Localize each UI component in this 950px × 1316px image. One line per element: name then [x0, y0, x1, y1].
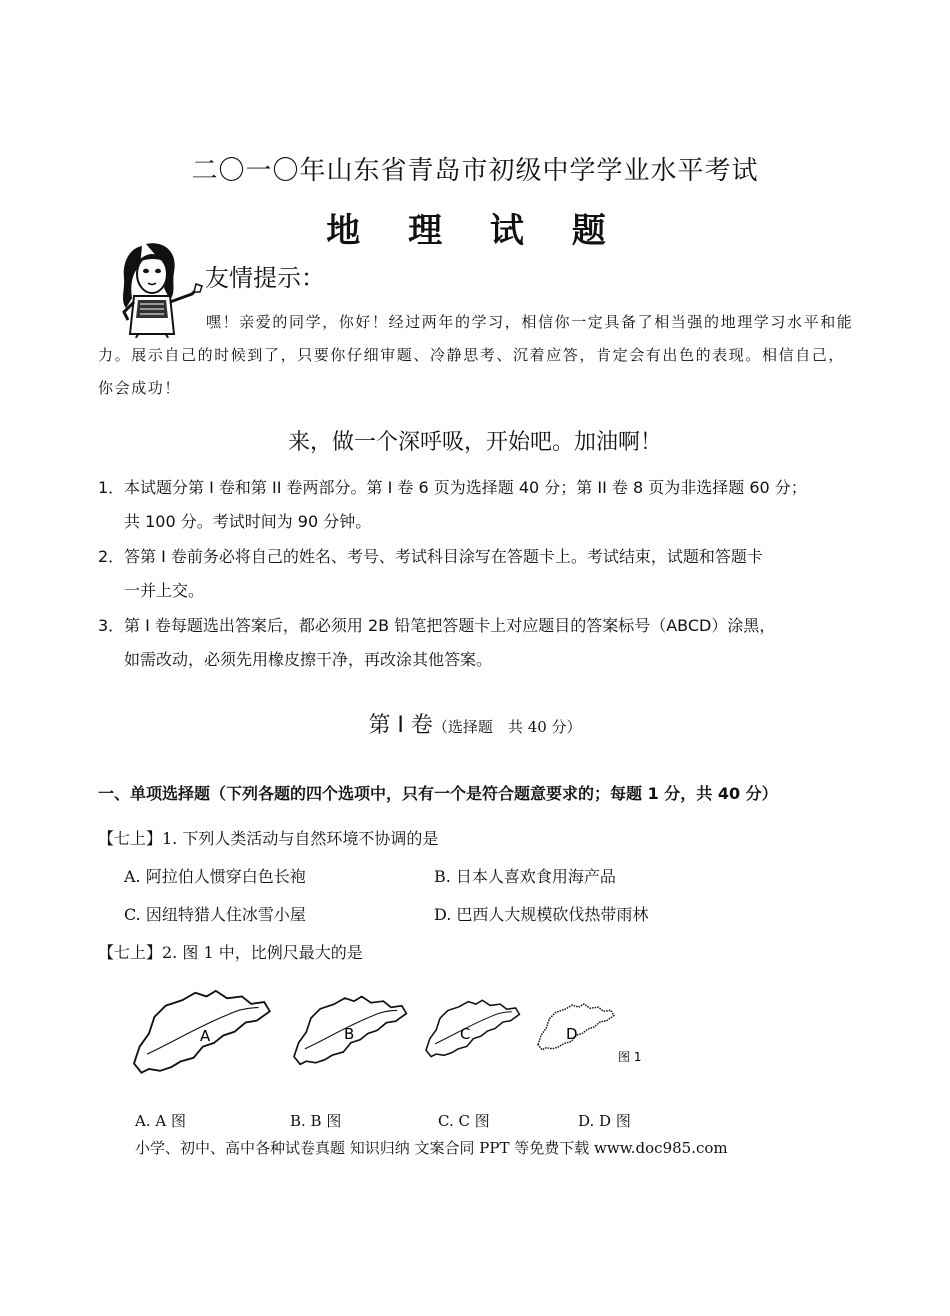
instruction-text: 共 100 分。考试时间为 90 分钟。: [124, 512, 372, 531]
question-1-option-d: D. 巴西人大规模砍伐热带雨林: [434, 905, 649, 924]
subject-title: 地 理 试 题: [326, 211, 624, 251]
question-2-option-b: B. B 图: [290, 1112, 342, 1130]
section-title: 一、单项选择题（下列各题的四个选项中，只有一个是符合题意要求的；每题 1 分，共 40 分）: [98, 784, 778, 803]
tip-heading: 友情提示：: [205, 264, 325, 292]
instruction-text: 答第 I 卷前务必将自己的姓名、考号、考试科目涂写在答题卡上。考试结束，试题和答题卡: [124, 547, 763, 566]
question-2-option-c: C. C 图: [438, 1112, 490, 1130]
instruction-text: 第 I 卷每题选出答案后，都必须用 2B 铅笔把答题卡上对应题目的答案标号（ABCD）涂黑，: [124, 616, 776, 635]
map-label-b: B: [344, 1025, 355, 1043]
figure-caption: 图 1: [618, 1050, 642, 1064]
volume-note: （选择题 共 40 分）: [432, 718, 582, 736]
exam-title: 二〇一〇年山东省青岛市初级中学学业水平考试: [191, 156, 759, 186]
encouragement-line: 来，做一个深呼吸，开始吧。加油啊！: [287, 430, 662, 455]
instruction-item: [98, 540, 858, 608]
volume-heading: [0, 708, 950, 739]
question-1-option-b: B. 日本人喜欢食用海产品: [434, 867, 616, 886]
question-2-text: 【七上】2. 图 1 中，比例尺最大的是: [98, 943, 363, 962]
question-2-option-a: A. A 图: [135, 1112, 186, 1130]
map-label-d: D: [566, 1025, 578, 1043]
map-label-a: A: [200, 1027, 211, 1045]
footer-text: 小学、初中、高中各种试卷真题 知识归纳 文案合同 PPT 等免费下载 www.doc985.com: [135, 1139, 728, 1157]
instruction-number: 2．: [98, 547, 125, 566]
instruction-text: 一并上交。: [124, 581, 205, 600]
volume-title: 第 Ⅰ 卷: [368, 713, 433, 738]
question-2-option-d: D. D 图: [578, 1112, 631, 1130]
question-1-option-c: C. 因纽特猎人住冰雪小屋: [124, 905, 306, 924]
instruction-number: 3．: [98, 616, 125, 635]
map-outline-c: [426, 1000, 519, 1056]
map-label-c: C: [460, 1025, 471, 1043]
question-1-text: 【七上】1. 下列人类活动与自然环境不协调的是: [98, 829, 439, 848]
instruction-item: [98, 471, 858, 539]
instruction-text: 如需改动，必须先用橡皮擦干净，再改涂其他答案。: [124, 650, 493, 669]
instruction-item: [98, 609, 858, 677]
instruction-number: 1．: [98, 478, 125, 497]
question-1-option-a: A. 阿拉伯人惯穿白色长袍: [124, 867, 306, 886]
tip-body: 嘿！亲爱的同学，你好！经过两年的学习，相信你一定具备了相当强的地理学习水平和能力。展示自己的时候到了，只要你仔细审题、冷静思考、沉着应答，肯定会有出色的表现。相信自己，你会成功！: [98, 313, 854, 397]
figure-1-map-outlines: [130, 985, 660, 1085]
instruction-text: 本试题分第 I 卷和第 II 卷两部分。第 I 卷 6 页为选择题 40 分；第 II 卷 8 页为非选择题 60 分；: [124, 478, 807, 497]
